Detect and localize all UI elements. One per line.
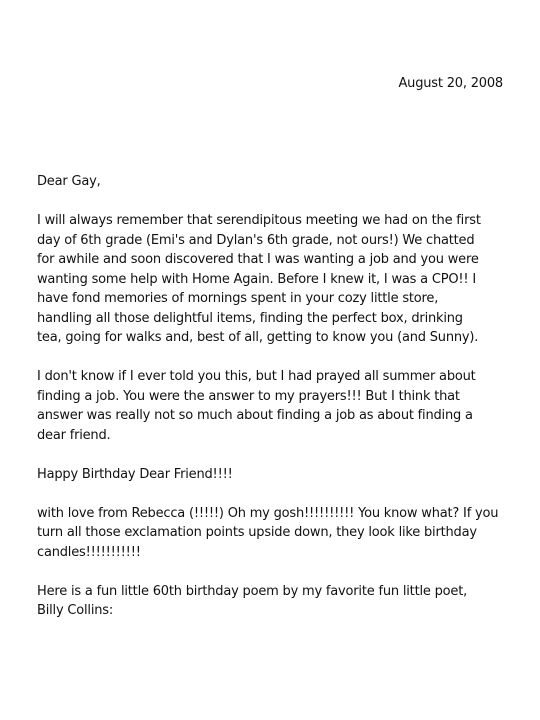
salutation: Dear Gay, [37,174,101,189]
paragraph-poem-intro: Here is a fun little 60th birthday poem by my favorite fun little poet, Billy Collins: [37,583,468,618]
paragraph-exclamations: with love from Rebecca (!!!!!) Oh my gosh!!!!!!!!!! You know what? If you turn all those exclamation points upside down, they look like birthday candles!!!!!!!!!!! [37,505,499,560]
paragraph-prayers: I don't know if I ever told you this, but I had prayed all summer about finding a job. You were the answer to my prayers!!! But I think that answer was really not so much about finding a job as about finding a dear friend. [37,369,476,443]
paragraph-birthday-wish: Happy Birthday Dear Friend!!!! [37,466,233,482]
letter-date: August 20, 2008 [398,76,503,91]
paragraph-meeting: I will always remember that serendipitous meeting we had on the first day of 6th grade (Emi's and Dylan's 6th grade, not ours!) We chatted for awhile and soon discovered that I was wanting a job and you were wanting some help with Home Again. Before I knew it, I was a CPO!! I have fond memories of mornings spent in your cozy little store, handling all those delightful items, finding the perfect box, drinking tea, going for walks and, best of all, getting to know you (and Sunny). [37,213,481,345]
letter-body [37,172,512,640]
